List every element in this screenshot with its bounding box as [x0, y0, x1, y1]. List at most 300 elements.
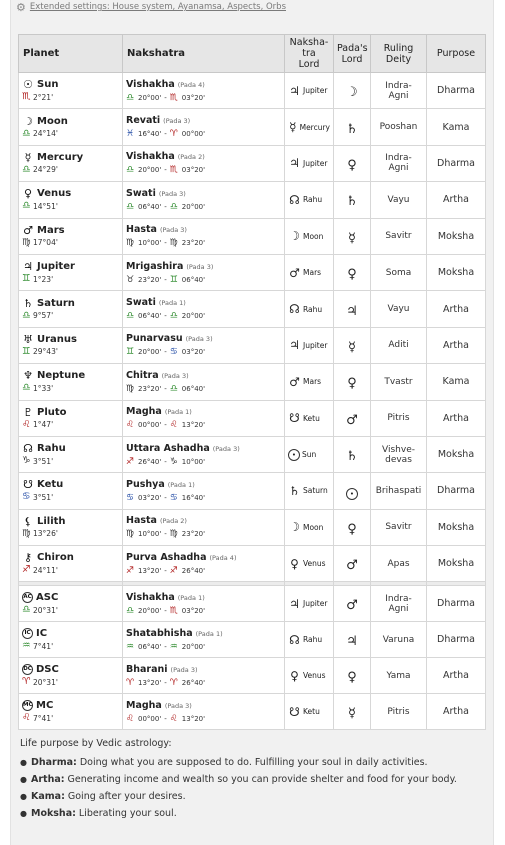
range-to: 26°40'	[181, 678, 206, 687]
nakshatra-name: Purva Ashadha	[126, 551, 207, 563]
range-from-sign-icon: ♎	[126, 165, 135, 176]
purpose-cell: Moksha	[427, 254, 486, 290]
ruling-deity-cell	[371, 109, 427, 145]
nakshatra-lord-cell	[285, 509, 334, 545]
planet-name: Jupiter	[37, 261, 75, 273]
table-row	[19, 694, 486, 730]
nakshatra-cell	[123, 509, 285, 545]
header-padas-lord-line: Lord	[341, 53, 363, 65]
range-from-sign-icon: ♉	[126, 274, 135, 285]
pada-lord-cell	[334, 218, 371, 254]
nakshatra-name-line	[126, 261, 281, 272]
nakshatra-cell	[123, 658, 285, 694]
life-purpose-list	[20, 757, 490, 819]
mc-icon: MC	[22, 700, 33, 711]
nakshatra-name-line	[126, 700, 281, 711]
asc-icon: AC	[22, 592, 33, 603]
nakshatra-lord	[288, 194, 330, 206]
planet-name-line	[22, 370, 119, 381]
nakshatra-lord	[288, 412, 330, 424]
saturn-icon: ♄	[346, 449, 358, 465]
planet-degree: 24°11'	[33, 565, 58, 575]
cancer-icon: ♋	[22, 491, 31, 503]
pada-lord-cell	[334, 145, 371, 181]
sun-icon: ☉	[23, 78, 33, 92]
table-row	[19, 291, 486, 327]
nakshatra-lord-cell	[285, 73, 334, 109]
range-from-sign-icon: ♎	[126, 201, 135, 212]
planet-position-line	[22, 238, 119, 248]
planet-cell	[19, 546, 123, 582]
range-dash: -	[164, 384, 167, 393]
planet-degree: 1°23'	[33, 274, 54, 284]
pada-label: (Pada 2)	[177, 153, 205, 162]
range-to: 03°20'	[181, 93, 206, 102]
ruling-deity-line: Savitr	[385, 231, 412, 242]
nakshatra-name: Bharani	[126, 663, 168, 675]
mars-icon: ♂	[23, 223, 33, 237]
sun-icon: •	[288, 449, 300, 461]
nakshatra-cell	[123, 73, 285, 109]
range-dash: -	[164, 642, 167, 651]
ruling-deity-cell	[371, 291, 427, 327]
planet-name-line	[22, 188, 119, 199]
planet-degree: 20°31'	[33, 677, 58, 687]
nakshatra-lord-name: Moon	[303, 522, 324, 532]
nakshatra-range-line	[126, 714, 281, 724]
nakshatra-name: Hasta	[126, 515, 157, 527]
planet-name-line	[22, 116, 119, 127]
planet-name: ASC	[36, 592, 59, 604]
purpose-cell: Moksha	[427, 218, 486, 254]
planet-degree: 1°33'	[33, 383, 54, 393]
nakshatra-range-line	[126, 129, 281, 139]
range-to-sign-icon: ♌	[169, 420, 178, 431]
nakshatra-range-line	[126, 202, 281, 212]
range-from-sign-icon: ♓	[126, 129, 135, 140]
range-to-sign-icon: ♏	[169, 605, 178, 616]
nakshatra-lord-name: Moon	[303, 231, 324, 241]
planet-position-line	[22, 456, 119, 466]
planet-name: Rahu	[37, 443, 66, 455]
range-from: 06°40'	[138, 202, 162, 211]
table-row	[19, 218, 486, 254]
planet-position-line	[22, 641, 119, 651]
range-to-sign-icon: ♈	[169, 129, 178, 140]
pada-lord-cell	[334, 73, 371, 109]
life-purpose-text: Liberating your soul.	[78, 808, 177, 819]
nakshatra-range-line	[126, 457, 281, 467]
nakshatra-lord	[288, 598, 330, 610]
range-to-sign-icon: ♐	[169, 565, 178, 576]
table-row	[19, 182, 486, 218]
range-to-sign-icon: ♊	[169, 274, 178, 285]
planet-name-line	[22, 79, 119, 90]
nakshatra-cell	[123, 364, 285, 400]
nakshatra-lord	[288, 521, 330, 533]
table-row	[19, 546, 486, 582]
pada-label: (Pada 1)	[195, 629, 223, 638]
planet-degree: 13°26'	[33, 529, 58, 539]
ruling-deity-line: Vishve-	[382, 444, 415, 455]
pada-lord-cell	[334, 400, 371, 436]
planet-position-line	[22, 129, 119, 139]
table-row	[19, 509, 486, 545]
nakshatra-cell	[123, 182, 285, 218]
nakshatra-lord-name: Sun	[302, 450, 317, 460]
nakshatra-lord-name: Jupiter	[303, 158, 328, 168]
planet-degree: 7°41'	[33, 713, 54, 723]
range-from: 16°40'	[138, 130, 162, 139]
nakshatra-name: Vishakha	[126, 78, 175, 90]
venus-icon: ♀	[290, 668, 299, 683]
nakshatra-range-line	[126, 165, 281, 175]
nakshatra-name-line	[126, 592, 281, 603]
libra-icon: ♎	[22, 163, 31, 175]
pada-lord-cell	[334, 182, 371, 218]
nakshatra-lord-cell	[285, 400, 334, 436]
planet-position-line	[22, 605, 119, 615]
header-nakshatra-lord	[285, 35, 334, 73]
ruling-deity-line: Pooshan	[379, 122, 418, 133]
range-from-sign-icon: ♎	[126, 311, 135, 322]
purpose-cell: Kama	[427, 109, 486, 145]
ruling-deity-cell	[371, 182, 427, 218]
pada-lord-cell	[334, 658, 371, 694]
nakshatra-name-line	[126, 115, 281, 126]
nakshatra-name-line	[126, 552, 281, 563]
nakshatra-lord	[288, 449, 330, 461]
ruling-deity-cell	[371, 364, 427, 400]
ruling-deity-cell	[371, 509, 427, 545]
planet-degree: 17°04'	[33, 238, 58, 248]
purpose-cell: Artha	[427, 182, 486, 218]
nakshatra-name: Vishakha	[126, 591, 175, 603]
nakshatra-cell	[123, 327, 285, 363]
nakshatra-name-line	[126, 297, 281, 308]
nakshatra-lord-cell	[285, 546, 334, 582]
purpose-cell: Dharma	[427, 73, 486, 109]
planet-name-line	[22, 700, 119, 711]
pada-lord-cell	[334, 586, 371, 622]
ruling-deity-line: Yama	[386, 670, 411, 681]
nakshatra-lord-name: Rahu	[303, 635, 323, 645]
nakshatra-lord-name: Mars	[303, 268, 322, 278]
ruling-deity-line: Pitris	[387, 413, 410, 424]
planet-name-line	[22, 225, 119, 236]
mercury-icon: ☿	[348, 230, 356, 246]
nakshatra-name-line	[126, 479, 281, 490]
life-purpose-text: Generating income and wealth so you can provide shelter and food for your body.	[67, 774, 457, 785]
header-planet: Planet	[19, 35, 123, 73]
header-padas-lord	[334, 35, 371, 73]
ruling-deity-cell	[371, 622, 427, 658]
range-to: 23°20'	[181, 530, 206, 539]
virgo-icon: ♍	[22, 527, 31, 539]
ruling-deity-line: Vayu	[387, 194, 410, 205]
range-to: 20°00'	[181, 202, 206, 211]
nakshatra-lord	[288, 303, 330, 315]
ketu-icon: ☋	[23, 478, 33, 492]
ruling-deity-cell	[371, 436, 427, 472]
nakshatra-cell	[123, 291, 285, 327]
life-purpose-term: Dharma:	[30, 757, 77, 768]
range-to: 13°20'	[181, 714, 206, 723]
moon-icon: ☽	[289, 520, 300, 535]
ruling-deity-line: Savitr	[385, 522, 412, 533]
pada-label: (Pada 3)	[159, 226, 187, 235]
nakshatra-name: Revati	[126, 115, 161, 127]
range-from: 13°20'	[138, 678, 162, 687]
table-row	[19, 400, 486, 436]
ruling-deity-cell	[371, 145, 427, 181]
purpose-cell: Artha	[427, 658, 486, 694]
moon-icon: ☽	[289, 229, 300, 244]
planet-position-line	[22, 165, 119, 175]
purpose-cell: Artha	[427, 327, 486, 363]
rahu-icon: ☊	[289, 192, 300, 207]
sagittarius-icon: ♐	[22, 564, 31, 576]
header-ruling-deity	[371, 35, 427, 73]
mercury-icon: ☿	[24, 150, 32, 164]
range-to-sign-icon: ♌	[169, 713, 178, 724]
nakshatra-lord	[288, 634, 330, 646]
range-dash: -	[164, 348, 167, 357]
pada-label: (Pada 1)	[167, 480, 195, 489]
planet-cell	[19, 73, 123, 109]
pada-lord-cell	[334, 327, 371, 363]
life-purpose-text: Doing what you are supposed to do. Fulfilling your soul in daily activities.	[79, 757, 428, 768]
life-purpose-intro: Life purpose by Vedic astrology:	[20, 738, 172, 749]
extended-settings-label[interactable]: Extended settings: House system, Ayanamsa, Aspects, Orbs	[29, 2, 286, 12]
planet-position-line	[22, 420, 119, 430]
planet-degree: 24°29'	[33, 165, 58, 175]
ketu-icon: ☋	[289, 704, 300, 719]
nakshatra-lord-name: Jupiter	[303, 86, 328, 96]
nakshatra-lord-cell	[285, 622, 334, 658]
nakshatra-lord	[288, 121, 330, 133]
planet-name-line	[22, 552, 119, 563]
range-dash: -	[164, 312, 167, 321]
planet-name-line	[22, 664, 119, 675]
planet-cell	[19, 509, 123, 545]
planet-name: Sun	[37, 79, 59, 91]
venus-icon: ♀	[23, 187, 33, 201]
planet-name: Moon	[37, 115, 68, 127]
pada-label: (Pada 3)	[170, 665, 198, 674]
range-to: 06°40'	[181, 384, 206, 393]
planet-cell	[19, 218, 123, 254]
nakshatra-range-line	[126, 642, 281, 652]
planet-degree: 29°43'	[33, 347, 58, 357]
nakshatra-range-line	[126, 678, 281, 688]
purpose-cell: Dharma	[427, 473, 486, 509]
header-nakshatra-lord-line: Lord	[298, 59, 320, 70]
range-to: 03°20'	[181, 166, 206, 175]
range-from-sign-icon: ♈	[126, 677, 135, 688]
range-dash: -	[164, 606, 167, 615]
jupiter-icon: ♃	[289, 338, 300, 353]
nakshatra-name: Uttara Ashadha	[126, 442, 210, 454]
nakshatra-lord	[288, 376, 330, 388]
ruling-deity-cell	[371, 218, 427, 254]
ruling-deity-line: devas	[385, 454, 412, 465]
range-dash: -	[164, 457, 167, 466]
life-purpose-item	[20, 791, 490, 802]
planet-cell	[19, 109, 123, 145]
pluto-icon: ♇	[23, 405, 33, 419]
nakshatra-lord-cell	[285, 586, 334, 622]
planet-name-line	[22, 628, 119, 639]
planet-cell	[19, 586, 123, 622]
range-to-sign-icon: ♎	[169, 311, 178, 322]
nakshatra-cell	[123, 694, 285, 730]
planet-name-line	[22, 261, 119, 272]
range-dash: -	[164, 566, 167, 575]
virgo-icon: ♍	[22, 236, 31, 248]
libra-icon: ♎	[22, 200, 31, 212]
jupiter-icon: ♃	[289, 156, 300, 171]
ruling-deity-line: Tvastr	[384, 376, 413, 387]
range-from: 20°00'	[138, 348, 162, 357]
ruling-deity-line: Vayu	[387, 304, 410, 315]
range-to-sign-icon: ♋	[169, 492, 178, 503]
range-from-sign-icon: ♍	[126, 529, 135, 540]
range-from: 23°20'	[138, 275, 162, 284]
lilith-icon: ⚸	[23, 514, 33, 528]
range-dash: -	[164, 93, 167, 102]
header-padas-lord-line: Pada's	[337, 42, 368, 54]
libra-icon: ♎	[22, 382, 31, 394]
nakshatra-name: Mrigashira	[126, 260, 184, 272]
nakshatra-cell	[123, 436, 285, 472]
range-to-sign-icon: ♈	[169, 677, 178, 688]
range-to-sign-icon: ♍	[169, 529, 178, 540]
range-dash: -	[164, 202, 167, 211]
gear-icon: ⚙	[16, 0, 26, 14]
neptune-icon: ♆	[23, 369, 33, 383]
planet-position-line	[22, 492, 119, 502]
table-row	[19, 254, 486, 290]
nakshatra-cell	[123, 473, 285, 509]
table-body	[19, 73, 486, 730]
planet-name-line	[22, 592, 119, 603]
life-purpose-item	[20, 808, 490, 819]
dsc-icon: DC	[22, 664, 33, 675]
nakshatra-lord-name: Jupiter	[303, 340, 328, 350]
purpose-cell: Moksha	[427, 436, 486, 472]
nakshatra-lord-name: Saturn	[303, 486, 328, 496]
nakshatra-lord	[288, 670, 330, 682]
nakshatra-lord-cell	[285, 109, 334, 145]
planet-name-line	[22, 407, 119, 418]
life-purpose-item	[20, 774, 490, 785]
pada-label: (Pada 3)	[185, 335, 213, 344]
range-from-sign-icon: ♎	[126, 605, 135, 616]
nakshatra-range-line	[126, 529, 281, 539]
nakshatra-lord-name: Ketu	[303, 707, 320, 717]
planet-cell	[19, 327, 123, 363]
ruling-deity-cell	[371, 694, 427, 730]
planet-cell	[19, 622, 123, 658]
nakshatra-range-line	[126, 606, 281, 616]
life-purpose-item	[20, 757, 490, 768]
life-purpose-term: Artha:	[30, 774, 65, 785]
planet-name: Mercury	[37, 151, 84, 163]
range-from-sign-icon: ♋	[126, 492, 135, 503]
ruling-deity-cell	[371, 473, 427, 509]
table-row	[19, 73, 486, 109]
planet-position-line	[22, 677, 119, 687]
range-from: 10°00'	[138, 530, 162, 539]
aries-icon: ♈	[22, 676, 31, 688]
pada-label: (Pada 1)	[177, 593, 205, 602]
ruling-deity-line: Indra-	[385, 80, 412, 91]
planet-name: Uranus	[37, 333, 77, 345]
range-to: 13°20'	[181, 421, 206, 430]
planet-cell	[19, 694, 123, 730]
nakshatra-name-line	[126, 370, 281, 381]
nakshatra-lord-cell	[285, 291, 334, 327]
table-row	[19, 109, 486, 145]
table-header-row	[19, 35, 486, 73]
rahu-icon: ☊	[289, 302, 300, 317]
pada-label: (Pada 3)	[186, 262, 214, 271]
ic-icon: IC	[22, 628, 33, 639]
moon-icon: ☽	[23, 114, 33, 128]
nakshatra-name: Swati	[126, 187, 156, 199]
libra-icon: ♎	[22, 604, 31, 616]
table-row	[19, 622, 486, 658]
nakshatra-name-line	[126, 515, 281, 526]
nakshatra-table	[18, 34, 486, 730]
nakshatra-lord-cell	[285, 182, 334, 218]
nakshatra-name: Punarvasu	[126, 333, 183, 345]
venus-icon: ♀	[347, 267, 357, 283]
planet-degree: 20°31'	[33, 605, 58, 615]
nakshatra-name-line	[126, 406, 281, 417]
ruling-deity-line: Varuna	[382, 634, 415, 645]
nakshatra-lord-name: Rahu	[303, 195, 323, 205]
nakshatra-name: Vishakha	[126, 151, 175, 163]
planet-name-line	[22, 152, 119, 163]
purpose-cell: Dharma	[427, 586, 486, 622]
nakshatra-name: Swati	[126, 297, 156, 309]
nakshatra-lord-name: Rahu	[303, 304, 323, 314]
extended-settings-link[interactable]	[16, 0, 286, 14]
ruling-deity-cell	[371, 546, 427, 582]
header-ruling-deity-line: Ruling	[383, 42, 414, 54]
range-from-sign-icon: ♍	[126, 383, 135, 394]
nakshatra-cell	[123, 254, 285, 290]
range-to: 00°00'	[181, 130, 206, 139]
range-dash: -	[164, 275, 167, 284]
nakshatra-range-line	[126, 347, 281, 357]
planet-name: Venus	[37, 188, 72, 200]
nakshatra-name: Magha	[126, 699, 162, 711]
planet-position-line	[22, 274, 119, 284]
planet-degree: 3°51'	[33, 492, 54, 502]
range-from: 00°00'	[138, 421, 162, 430]
nakshatra-lord-cell	[285, 436, 334, 472]
range-from: 00°00'	[138, 714, 162, 723]
purpose-cell: Moksha	[427, 509, 486, 545]
nakshatra-range-line	[126, 93, 281, 103]
purpose-cell: Dharma	[427, 622, 486, 658]
planet-name: Pluto	[37, 406, 67, 418]
planet-cell	[19, 182, 123, 218]
planet-cell	[19, 400, 123, 436]
